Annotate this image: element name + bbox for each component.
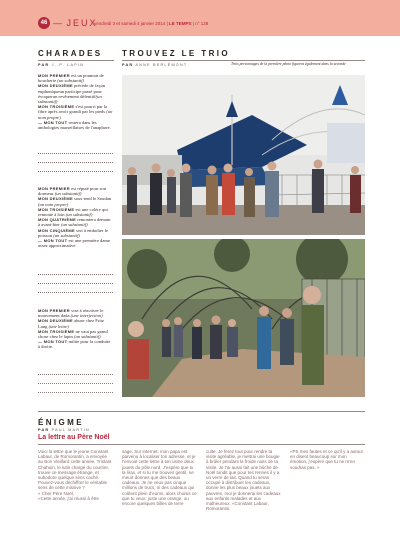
enigme-paragraph: «Cette année, j'ai réussi à être <box>38 495 99 501</box>
clue-keyword: MON TROISIÈME <box>38 104 75 110</box>
clue-phrase: est réputé pour son dormeur <box>38 186 106 197</box>
section-label: JEUX <box>66 18 98 28</box>
charade-clue-1 <box>38 73 113 130</box>
clue-hint: (une interjection) <box>70 313 103 319</box>
trio-rule <box>122 60 365 61</box>
answer-line <box>38 274 113 275</box>
clue-hint: (un substantif) <box>53 232 80 238</box>
clue-phrase: est un poumon de boucherie <box>38 73 104 84</box>
clue-phrase: sert à emboîter le poisson <box>38 227 108 238</box>
enigme-sub-rule <box>38 444 365 445</box>
enigme-top-rule <box>38 411 365 412</box>
clue-phrase: milite pour la conduite à droite. <box>38 339 111 350</box>
answer-line <box>38 162 113 163</box>
clue-keyword: MON PREMIER <box>38 73 70 78</box>
page-number: 46 <box>38 17 50 29</box>
issue-paper: LE TEMPS <box>169 21 192 26</box>
clue-phrase: vise à réactiver le mouvement dada <box>38 308 104 319</box>
charade-clue-2 <box>38 186 113 248</box>
clue-keyword: MON PREMIER <box>38 186 70 191</box>
clue-phrase: est une première dame assez approximative. <box>38 238 110 249</box>
clue-phrase: ne vaut pas grand chose chez le lapin <box>38 328 108 340</box>
trio-photo-2 <box>122 239 365 397</box>
clue-phrase: s'est pourri par la fibre après avoir grandi par les pieds <box>38 104 108 115</box>
charades-byline-prefix: PAR <box>38 63 50 67</box>
issue-separator-2: | <box>192 21 194 26</box>
enigme-paragraph: cuite. Je ferez tout pour rendre ta visite agréable, je mettrai une bougie à brûler pendant la froide nuits de ta visite. Je t'ai aussi fait une bûche de Noël tondit que pour tes rennes il y a un verre de lait. Quand tu seras occupé à distribuer les cadeaux, donne les plus beaux jouets aux pauvres, moi je donnerai les cadeaux aux enfants malades et aux malheureux. «Constant Labaur, Romorantin. <box>206 449 281 512</box>
clue-text <box>38 73 113 130</box>
charades-byline <box>38 63 84 67</box>
charades-byline-author: J.-P. LAPIN <box>51 63 85 67</box>
clue-keyword: MON TROISIÈME <box>38 206 75 212</box>
clue-hint: (un substantif) <box>60 222 88 228</box>
answer-line <box>38 383 113 384</box>
clue-keyword: — MON TOUT <box>38 238 68 244</box>
trio-caption: Trois personnages de la première photo figurent également dans la seconde <box>231 62 346 66</box>
clue-hint: (un nom propre) <box>38 109 113 120</box>
clue-keyword: MON DEUXIÈME <box>38 196 73 202</box>
answer-line <box>38 171 113 172</box>
clue-text <box>38 186 113 248</box>
clue-phrase: remontera demain à avant-hier <box>38 217 111 228</box>
charade-clue-3 <box>38 308 113 350</box>
enigme-column-1 <box>38 449 113 501</box>
enigme-subtitle: La lettre au Père Noël <box>38 434 110 441</box>
clue-keyword: MON QUATRIÈME <box>38 217 77 223</box>
answer-line <box>38 392 113 393</box>
clue-phrase: un revêtement défenitif <box>52 93 96 99</box>
clue-keyword: — MON TOUT <box>38 119 68 125</box>
section-title <box>53 18 98 28</box>
trio-title: TROUVEZ LE TRIO <box>122 49 230 58</box>
enigme-byline-prefix: PAR <box>38 428 50 432</box>
enigme-column-3 <box>206 449 281 511</box>
charades-rule <box>38 60 114 61</box>
enigme-paragraph: Pouvez-vous déchiffrer le véritable sens de cette missive ? <box>38 480 107 491</box>
clue-keyword: MON CINQUIÈME <box>38 227 76 233</box>
section-dash: — <box>53 18 62 28</box>
answer-line <box>38 374 113 375</box>
clue-hint: (un substantif) <box>73 334 101 340</box>
clue-hint: (un substantif) <box>65 212 93 218</box>
clue-phrase: sous-tend le Soudan <box>72 196 112 202</box>
clue-hint: (un substantif) <box>54 191 82 197</box>
enigme-paragraph: «PS mes fautes et ce qu'il y a autour en disent beaucoup sur mon émotion, j'espère que tu ne m'en voudras pas. » <box>290 449 364 470</box>
clue-keyword: MON TROISIÈME <box>38 328 75 334</box>
enigme-paragraph: Voici la lettre que le jeune Constant Labaur, de Romorantin, a envoyée au Bon Vieillard cette année. Tristant Chahuin, le lutin chargé du courrier, trouve ce message étrange, et subodore quelque sens caché. <box>38 449 112 481</box>
answer-line <box>38 153 113 154</box>
clue-text <box>38 308 113 350</box>
clue-keyword: MON PREMIER <box>38 308 70 313</box>
clue-hint: (un substantif) <box>38 93 102 105</box>
clue-phrase: est une colère qui remonte à loin <box>38 206 108 218</box>
enigme-title: ÉNIGME <box>38 418 84 427</box>
issue-number: n° 128 <box>195 21 209 26</box>
issue-date: vendredi 3 et samedi 4 janvier 2014 <box>94 21 166 26</box>
clue-hint: (une lettre) <box>48 323 69 329</box>
clue-keyword: — MON TOUT <box>38 339 68 345</box>
enigme-paragraph: « Cher Père Noël, <box>38 490 75 496</box>
clue-phrase: un participe passé pour évoquer <box>38 88 102 99</box>
clue-phrase: restera dans les anthologies marseillaises de l'anaphore. <box>38 119 111 131</box>
enigme-byline-author: PAUL MARTIN <box>51 428 90 432</box>
clue-phrase: abuse chez Fritz Lang <box>38 318 104 329</box>
clue-keyword: MON DEUXIÈME <box>38 83 73 89</box>
clue-keyword: MON DEUXIÈME <box>38 318 73 324</box>
enigme-paragraph: sage. Sur internet, mon papa est parvenu à localiser ton adresse, et je t'envoie cette lettre à ton usine deux jouets du pôle nord. J'espère que tu la liras, et si tu me trouves gentil, ne meurt donnes que des beaux cadeaux. Je ne veux pas cinque millions de trucs, ni des cadeaux qui coûtent plein d'euros, alors choisis ce que tu veux: juste une orange, ou encore quelques billes de terre <box>122 449 197 507</box>
clue-hint: (un substantif) <box>57 78 84 84</box>
trio-photo-1 <box>122 75 365 235</box>
charades-title: CHARADES <box>38 49 103 58</box>
issue-info <box>94 21 208 26</box>
clue-phrase: précède de façon euphonique <box>38 83 106 94</box>
trio-byline <box>122 63 187 67</box>
enigme-column-2 <box>122 449 197 506</box>
answer-line <box>38 283 113 284</box>
enigme-byline <box>38 428 90 432</box>
issue-separator: | <box>166 21 168 26</box>
trio-byline-prefix: PAR <box>122 63 134 67</box>
clue-hint: (un nom propre) <box>38 201 69 207</box>
enigme-column-4 <box>290 449 365 470</box>
trio-byline-author: ANNE BERLÉMONT <box>135 63 188 67</box>
answer-line <box>38 292 113 293</box>
